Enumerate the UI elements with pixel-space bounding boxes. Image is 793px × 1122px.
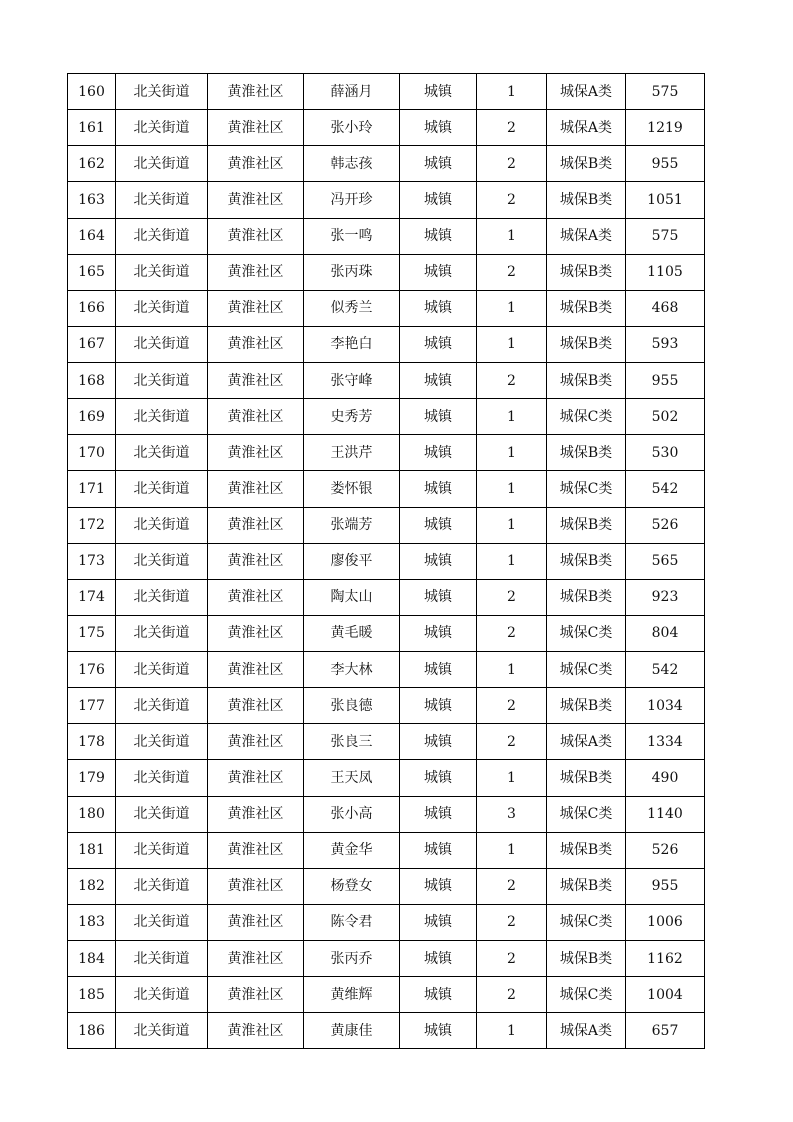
subdistrict-cell: 北关街道 (116, 290, 208, 326)
amount-cell: 1006 (626, 904, 705, 940)
name-cell: 张一鸣 (304, 218, 400, 254)
household-size-cell: 2 (477, 254, 547, 290)
insurance-category-cell: 城保C类 (547, 399, 626, 435)
residence-type-cell: 城镇 (400, 796, 477, 832)
amount-cell: 526 (626, 507, 705, 543)
name-cell: 张小玲 (304, 110, 400, 146)
household-size-cell: 1 (477, 218, 547, 254)
amount-cell: 1034 (626, 688, 705, 724)
name-cell: 黄维辉 (304, 977, 400, 1013)
community-cell: 黄淮社区 (208, 941, 304, 977)
row-number: 164 (68, 218, 116, 254)
name-cell: 杨登女 (304, 868, 400, 904)
name-cell: 黄康佳 (304, 1013, 400, 1049)
insurance-category-cell: 城保B类 (547, 507, 626, 543)
community-cell: 黄淮社区 (208, 146, 304, 182)
amount-cell: 1004 (626, 977, 705, 1013)
subdistrict-cell: 北关街道 (116, 652, 208, 688)
amount-cell: 490 (626, 760, 705, 796)
name-cell: 张端芳 (304, 507, 400, 543)
insurance-category-cell: 城保A类 (547, 74, 626, 110)
amount-cell: 1105 (626, 254, 705, 290)
row-number: 185 (68, 977, 116, 1013)
subdistrict-cell: 北关街道 (116, 435, 208, 471)
amount-cell: 1051 (626, 182, 705, 218)
residence-type-cell: 城镇 (400, 74, 477, 110)
subdistrict-cell: 北关街道 (116, 74, 208, 110)
community-cell: 黄淮社区 (208, 868, 304, 904)
residence-type-cell: 城镇 (400, 218, 477, 254)
table-row (68, 399, 705, 435)
community-cell: 黄淮社区 (208, 110, 304, 146)
row-number: 166 (68, 290, 116, 326)
table-row (68, 688, 705, 724)
residence-type-cell: 城镇 (400, 1013, 477, 1049)
insurance-category-cell: 城保B类 (547, 435, 626, 471)
household-size-cell: 2 (477, 688, 547, 724)
subdistrict-cell: 北关街道 (116, 254, 208, 290)
amount-cell: 575 (626, 74, 705, 110)
amount-cell: 955 (626, 146, 705, 182)
residence-type-cell: 城镇 (400, 399, 477, 435)
household-size-cell: 2 (477, 941, 547, 977)
community-cell: 黄淮社区 (208, 182, 304, 218)
row-number: 179 (68, 760, 116, 796)
table-row (68, 904, 705, 940)
table-row (68, 182, 705, 218)
subdistrict-cell: 北关街道 (116, 1013, 208, 1049)
table-row (68, 941, 705, 977)
insurance-category-cell: 城保C类 (547, 615, 626, 651)
table-row (68, 507, 705, 543)
row-number: 174 (68, 579, 116, 615)
name-cell: 娄怀银 (304, 471, 400, 507)
subdistrict-cell: 北关街道 (116, 182, 208, 218)
community-cell: 黄淮社区 (208, 218, 304, 254)
name-cell: 李艳白 (304, 326, 400, 362)
table-row (68, 868, 705, 904)
row-number: 172 (68, 507, 116, 543)
amount-cell: 1140 (626, 796, 705, 832)
table-row (68, 977, 705, 1013)
row-number: 161 (68, 110, 116, 146)
amount-cell: 530 (626, 435, 705, 471)
row-number: 163 (68, 182, 116, 218)
name-cell: 薛涵月 (304, 74, 400, 110)
name-cell: 张守峰 (304, 363, 400, 399)
name-cell: 张丙珠 (304, 254, 400, 290)
subdistrict-cell: 北关街道 (116, 904, 208, 940)
community-cell: 黄淮社区 (208, 543, 304, 579)
community-cell: 黄淮社区 (208, 579, 304, 615)
subdistrict-cell: 北关街道 (116, 760, 208, 796)
community-cell: 黄淮社区 (208, 724, 304, 760)
amount-cell: 502 (626, 399, 705, 435)
community-cell: 黄淮社区 (208, 832, 304, 868)
insurance-category-cell: 城保A类 (547, 1013, 626, 1049)
residence-type-cell: 城镇 (400, 760, 477, 796)
row-number: 184 (68, 941, 116, 977)
name-cell: 黄金华 (304, 832, 400, 868)
insurance-category-cell: 城保B类 (547, 182, 626, 218)
insurance-category-cell: 城保B类 (547, 254, 626, 290)
household-size-cell: 1 (477, 832, 547, 868)
table-row (68, 652, 705, 688)
table-row (68, 363, 705, 399)
table-row (68, 543, 705, 579)
household-size-cell: 2 (477, 363, 547, 399)
residence-type-cell: 城镇 (400, 146, 477, 182)
table-row (68, 471, 705, 507)
subdistrict-cell: 北关街道 (116, 110, 208, 146)
insurance-category-cell: 城保B类 (547, 760, 626, 796)
table-row (68, 110, 705, 146)
amount-cell: 575 (626, 218, 705, 254)
amount-cell: 923 (626, 579, 705, 615)
table-row (68, 435, 705, 471)
community-cell: 黄淮社区 (208, 507, 304, 543)
amount-cell: 955 (626, 868, 705, 904)
name-cell: 王洪芹 (304, 435, 400, 471)
household-size-cell: 1 (477, 1013, 547, 1049)
table-row (68, 254, 705, 290)
table-row (68, 1013, 705, 1049)
insurance-category-cell: 城保B类 (547, 326, 626, 362)
subdistrict-cell: 北关街道 (116, 941, 208, 977)
community-cell: 黄淮社区 (208, 471, 304, 507)
insurance-category-cell: 城保B类 (547, 941, 626, 977)
subdistrict-cell: 北关街道 (116, 471, 208, 507)
household-size-cell: 3 (477, 796, 547, 832)
insurance-category-cell: 城保B类 (547, 579, 626, 615)
name-cell: 张良德 (304, 688, 400, 724)
name-cell: 似秀兰 (304, 290, 400, 326)
community-cell: 黄淮社区 (208, 435, 304, 471)
household-size-cell: 2 (477, 904, 547, 940)
residence-type-cell: 城镇 (400, 977, 477, 1013)
name-cell: 黄毛暖 (304, 615, 400, 651)
community-cell: 黄淮社区 (208, 904, 304, 940)
residence-type-cell: 城镇 (400, 435, 477, 471)
residence-type-cell: 城镇 (400, 579, 477, 615)
community-cell: 黄淮社区 (208, 652, 304, 688)
residence-type-cell: 城镇 (400, 652, 477, 688)
amount-cell: 1334 (626, 724, 705, 760)
name-cell: 李大林 (304, 652, 400, 688)
insurance-category-cell: 城保C类 (547, 977, 626, 1013)
household-size-cell: 1 (477, 507, 547, 543)
row-number: 180 (68, 796, 116, 832)
name-cell: 廖俊平 (304, 543, 400, 579)
table-row (68, 724, 705, 760)
name-cell: 王天凤 (304, 760, 400, 796)
name-cell: 张良三 (304, 724, 400, 760)
insurance-category-cell: 城保B类 (547, 290, 626, 326)
subdistrict-cell: 北关街道 (116, 363, 208, 399)
amount-cell: 542 (626, 471, 705, 507)
community-cell: 黄淮社区 (208, 615, 304, 651)
row-number: 173 (68, 543, 116, 579)
household-size-cell: 1 (477, 326, 547, 362)
row-number: 175 (68, 615, 116, 651)
household-size-cell: 2 (477, 182, 547, 218)
subdistrict-cell: 北关街道 (116, 724, 208, 760)
residence-type-cell: 城镇 (400, 688, 477, 724)
household-size-cell: 1 (477, 435, 547, 471)
insurance-category-cell: 城保C类 (547, 904, 626, 940)
household-size-cell: 1 (477, 74, 547, 110)
table-row (68, 796, 705, 832)
insurance-category-cell: 城保C类 (547, 652, 626, 688)
amount-cell: 804 (626, 615, 705, 651)
name-cell: 史秀芳 (304, 399, 400, 435)
subdistrict-cell: 北关街道 (116, 218, 208, 254)
community-cell: 黄淮社区 (208, 399, 304, 435)
residence-type-cell: 城镇 (400, 182, 477, 218)
row-number: 186 (68, 1013, 116, 1049)
household-size-cell: 1 (477, 471, 547, 507)
row-number: 177 (68, 688, 116, 724)
subdistrict-cell: 北关街道 (116, 507, 208, 543)
row-number: 182 (68, 868, 116, 904)
subdistrict-cell: 北关街道 (116, 977, 208, 1013)
household-size-cell: 1 (477, 399, 547, 435)
household-size-cell: 2 (477, 579, 547, 615)
residence-type-cell: 城镇 (400, 724, 477, 760)
household-size-cell: 2 (477, 977, 547, 1013)
residence-type-cell: 城镇 (400, 832, 477, 868)
row-number: 165 (68, 254, 116, 290)
name-cell: 陶太山 (304, 579, 400, 615)
row-number: 160 (68, 74, 116, 110)
amount-cell: 1162 (626, 941, 705, 977)
subdistrict-cell: 北关街道 (116, 399, 208, 435)
table-row (68, 615, 705, 651)
table-row (68, 326, 705, 362)
table-row (68, 146, 705, 182)
subdistrict-cell: 北关街道 (116, 868, 208, 904)
residence-type-cell: 城镇 (400, 471, 477, 507)
residence-type-cell: 城镇 (400, 615, 477, 651)
residence-type-cell: 城镇 (400, 941, 477, 977)
subdistrict-cell: 北关街道 (116, 688, 208, 724)
roster-body (68, 74, 705, 1049)
insurance-category-cell: 城保B类 (547, 146, 626, 182)
name-cell: 张小高 (304, 796, 400, 832)
subdistrict-cell: 北关街道 (116, 796, 208, 832)
subdistrict-cell: 北关街道 (116, 579, 208, 615)
insurance-category-cell: 城保A类 (547, 724, 626, 760)
community-cell: 黄淮社区 (208, 760, 304, 796)
row-number: 167 (68, 326, 116, 362)
row-number: 176 (68, 652, 116, 688)
household-size-cell: 1 (477, 543, 547, 579)
amount-cell: 657 (626, 1013, 705, 1049)
residence-type-cell: 城镇 (400, 363, 477, 399)
subdistrict-cell: 北关街道 (116, 543, 208, 579)
residence-type-cell: 城镇 (400, 254, 477, 290)
row-number: 178 (68, 724, 116, 760)
community-cell: 黄淮社区 (208, 326, 304, 362)
household-size-cell: 2 (477, 615, 547, 651)
residence-type-cell: 城镇 (400, 904, 477, 940)
community-cell: 黄淮社区 (208, 977, 304, 1013)
name-cell: 张丙乔 (304, 941, 400, 977)
community-cell: 黄淮社区 (208, 254, 304, 290)
household-size-cell: 2 (477, 868, 547, 904)
community-cell: 黄淮社区 (208, 796, 304, 832)
row-number: 183 (68, 904, 116, 940)
household-size-cell: 1 (477, 652, 547, 688)
table-row (68, 579, 705, 615)
name-cell: 冯开珍 (304, 182, 400, 218)
household-size-cell: 2 (477, 724, 547, 760)
community-cell: 黄淮社区 (208, 363, 304, 399)
amount-cell: 955 (626, 363, 705, 399)
amount-cell: 565 (626, 543, 705, 579)
community-cell: 黄淮社区 (208, 1013, 304, 1049)
amount-cell: 1219 (626, 110, 705, 146)
table-row (68, 290, 705, 326)
household-size-cell: 2 (477, 146, 547, 182)
row-number: 168 (68, 363, 116, 399)
residence-type-cell: 城镇 (400, 868, 477, 904)
amount-cell: 593 (626, 326, 705, 362)
subdistrict-cell: 北关街道 (116, 326, 208, 362)
insurance-category-cell: 城保B类 (547, 543, 626, 579)
community-cell: 黄淮社区 (208, 688, 304, 724)
household-size-cell: 1 (477, 290, 547, 326)
amount-cell: 542 (626, 652, 705, 688)
residence-type-cell: 城镇 (400, 110, 477, 146)
residence-type-cell: 城镇 (400, 326, 477, 362)
insurance-category-cell: 城保C类 (547, 796, 626, 832)
insurance-category-cell: 城保B类 (547, 868, 626, 904)
row-number: 181 (68, 832, 116, 868)
insurance-category-cell: 城保B类 (547, 363, 626, 399)
table-row (68, 218, 705, 254)
residence-type-cell: 城镇 (400, 507, 477, 543)
insurance-category-cell: 城保B类 (547, 832, 626, 868)
row-number: 169 (68, 399, 116, 435)
insurance-category-cell: 城保A类 (547, 218, 626, 254)
table-row (68, 760, 705, 796)
row-number: 171 (68, 471, 116, 507)
insurance-category-cell: 城保B类 (547, 688, 626, 724)
name-cell: 陈令君 (304, 904, 400, 940)
community-cell: 黄淮社区 (208, 74, 304, 110)
amount-cell: 526 (626, 832, 705, 868)
subdistrict-cell: 北关街道 (116, 832, 208, 868)
table-row (68, 832, 705, 868)
residence-type-cell: 城镇 (400, 290, 477, 326)
household-size-cell: 2 (477, 110, 547, 146)
roster-table (67, 73, 705, 1049)
household-size-cell: 1 (477, 760, 547, 796)
table-row (68, 74, 705, 110)
insurance-category-cell: 城保C类 (547, 471, 626, 507)
amount-cell: 468 (626, 290, 705, 326)
residence-type-cell: 城镇 (400, 543, 477, 579)
subdistrict-cell: 北关街道 (116, 615, 208, 651)
row-number: 162 (68, 146, 116, 182)
insurance-category-cell: 城保A类 (547, 110, 626, 146)
subdistrict-cell: 北关街道 (116, 146, 208, 182)
name-cell: 韩志孩 (304, 146, 400, 182)
row-number: 170 (68, 435, 116, 471)
community-cell: 黄淮社区 (208, 290, 304, 326)
